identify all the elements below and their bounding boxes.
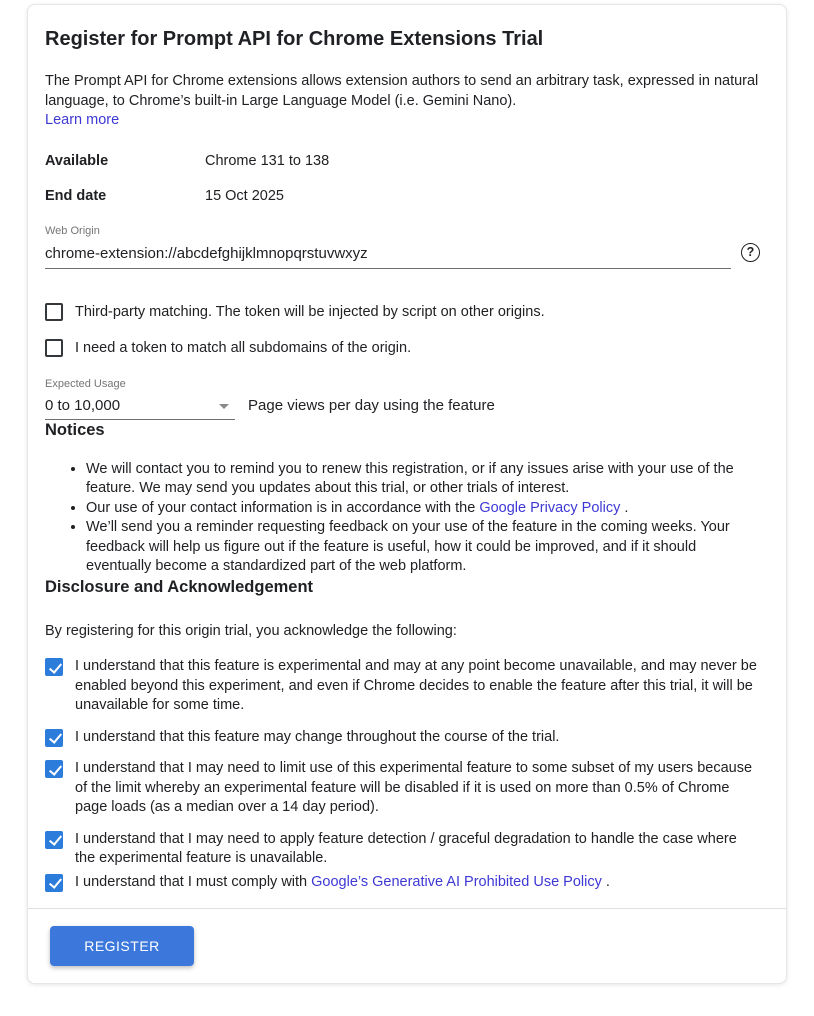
- learn-more-row: [45, 111, 760, 131]
- subdomain-matching-label: I need a token to match all subdomains of the origin.: [75, 339, 412, 356]
- disclosure-intro: By registering for this origin trial, you acknowledge the following:: [45, 622, 457, 639]
- expected-usage-select[interactable]: [45, 396, 235, 420]
- expected-usage-field: [45, 378, 760, 420]
- notice-item: [86, 518, 760, 577]
- privacy-policy-link[interactable]: Google Privacy Policy: [479, 499, 621, 516]
- register-button[interactable]: REGISTER: [50, 926, 194, 966]
- notice-text: We will contact you to remind you to renew this registration, or if any issues arise with your use of the feature. We may send you updates about this trial, or other trials of interest.: [86, 460, 734, 496]
- subdomain-matching-row[interactable]: [45, 339, 760, 357]
- expected-usage-label: Expected Usage: [45, 377, 126, 390]
- trial-description: The Prompt API for Chrome extensions allows extension authors to send an arbitrary task, expressed in natural language, to Chrome’s built-in Large Language Model (i.e. Gemini Nano).: [45, 73, 759, 109]
- learn-more-link[interactable]: Learn more: [45, 112, 120, 128]
- notices-heading: Notices: [45, 420, 105, 439]
- expected-usage-value: 0 to 10,000: [45, 396, 121, 414]
- ack-experimental-text: I understand that this feature is experimental and may at any point become unavailable, and may never be enabled beyond this experiment, and even if Chrome decides to enable the feature after this trial, it will be unavailable for some time.: [75, 658, 757, 713]
- expected-usage-hint: Page views per day using the feature: [248, 396, 495, 414]
- ack-feature-detection-text: I understand that I may need to apply feature detection / graceful degradation to handle the case where the experimental feature is unavailable.: [75, 830, 737, 866]
- web-origin-label: Web Origin: [45, 224, 100, 237]
- third-party-matching-row[interactable]: [45, 303, 760, 321]
- subdomain-matching-checkbox[interactable]: [45, 339, 63, 357]
- expected-usage-row: [45, 396, 760, 420]
- dropdown-arrow-icon: [219, 404, 229, 409]
- ack-may-change-text: I understand that this feature may change throughout the course of the trial.: [75, 728, 560, 745]
- ack-feature-detection-checkbox[interactable]: [45, 831, 63, 849]
- ack-genai-policy-checkbox[interactable]: [45, 874, 63, 892]
- trial-details: [45, 152, 760, 206]
- ack-item-usage-limit[interactable]: [45, 759, 760, 818]
- ack-usage-limit-checkbox[interactable]: [45, 760, 63, 778]
- detail-row-available: [45, 152, 760, 171]
- detail-row-end-date: [45, 187, 760, 206]
- genai-policy-link[interactable]: Google’s Generative AI Prohibited Use Policy: [311, 873, 602, 890]
- ack-genai-pre-text: I understand that I must comply with: [75, 873, 312, 890]
- acknowledgement-list: [45, 657, 760, 892]
- available-value: Chrome 131 to 138: [205, 152, 330, 169]
- card-footer: [28, 909, 786, 983]
- ack-item-may-change[interactable]: [45, 728, 760, 748]
- notice-item: [86, 460, 760, 499]
- notice-list: [45, 460, 760, 577]
- web-origin-row: [45, 244, 760, 269]
- ack-genai-post-text: .: [601, 873, 610, 890]
- available-label: Available: [45, 152, 109, 169]
- notice-text: We’ll send you a reminder requesting feedback on your use of the feature in the coming weeks. Your feedback will help us figure out if the feature is useful, how it could be improved, and if it should eventually become a standardized part of the web platform.: [86, 519, 730, 574]
- notice-text: Our use of your contact information is in accordance with the: [86, 499, 480, 516]
- notice-item: [86, 499, 760, 519]
- ack-item-feature-detection[interactable]: [45, 830, 760, 869]
- ack-may-change-checkbox[interactable]: [45, 729, 63, 747]
- notice-text: .: [620, 499, 629, 516]
- ack-experimental-checkbox[interactable]: [45, 658, 63, 676]
- ack-item-experimental[interactable]: [45, 657, 760, 716]
- end-date-value: 15 Oct 2025: [205, 187, 284, 204]
- web-origin-input[interactable]: chrome-extension://abcdefghijklmnopqrstuvwxyz: [45, 244, 731, 269]
- disclosure-heading: Disclosure and Acknowledgement: [45, 577, 314, 596]
- registration-card: [27, 4, 787, 984]
- end-date-label: End date: [45, 187, 107, 204]
- third-party-matching-checkbox[interactable]: [45, 303, 63, 321]
- ack-usage-limit-text: I understand that I may need to limit use of this experimental feature to some subset of my users because of the limit whereby an experimental feature will be disabled if it is used on more than 0.5% of Chrome page loads (as a median over a 14 day period).: [75, 760, 753, 815]
- web-origin-field: [45, 225, 760, 269]
- help-icon[interactable]: ?: [741, 243, 760, 262]
- card-content: [28, 5, 786, 908]
- third-party-matching-label: Third-party matching. The token will be injected by script on other origins.: [75, 303, 545, 320]
- page-title: Register for Prompt API for Chrome Extensions Trial: [45, 28, 544, 50]
- match-options: [45, 303, 760, 357]
- ack-genai-policy-text: [75, 873, 610, 893]
- ack-item-genai-policy[interactable]: [45, 873, 760, 893]
